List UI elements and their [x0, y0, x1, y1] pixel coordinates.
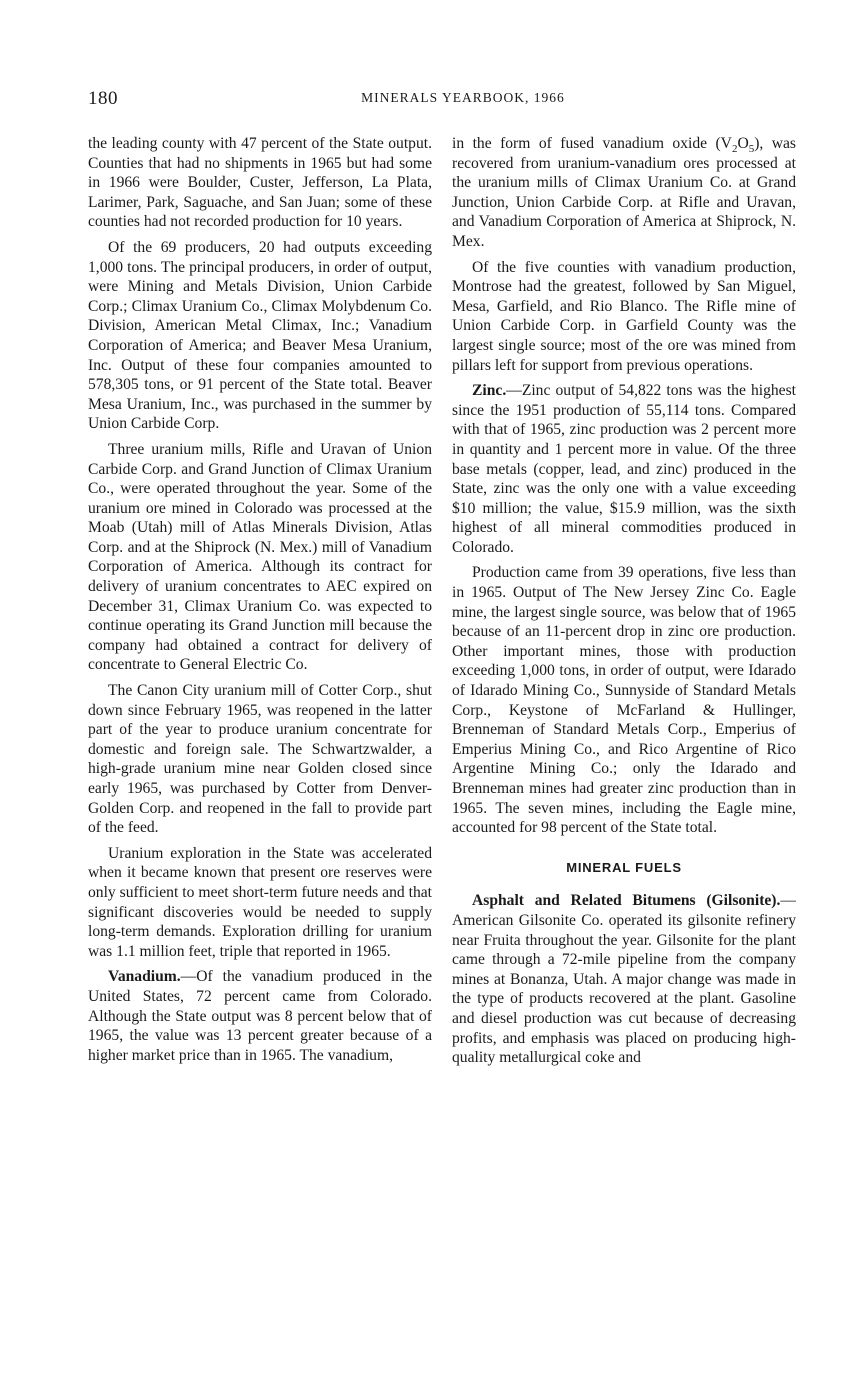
- text-span: ), was recovered from uranium-vanadium ores processed at the uranium mills of Climax Uranium Co. at Grand Junction, Union Carbide Corp. at Rifle and Uravan, and Vanadium Corporation of America at Shiprock, N. Mex.: [452, 135, 797, 250]
- zinc-heading: Zinc.: [472, 382, 507, 400]
- paragraph-uranium-mills: Three uranium mills, Rifle and Uravan of Union Carbide Corp. and Grand Junction of Climax Uranium Co., were operated throughout the year. Some of the uranium ore mined in Colorado was processed at the Moab (Utah) mill of Atlas Minerals Division, Atlas Corp. and at the Shiprock (N. Mex.) mill of Vanadium Corporation of America. Although its contract for delivery of uranium concentrates to AEC expired on December 31, Climax Uranium Co. was expected to continue operating its Grand Junction mill because the company had obtained a contract for delivery of concentrate to General Electric Co.: [88, 440, 432, 674]
- text-span: O: [737, 135, 749, 152]
- paragraph-asphalt: [452, 891, 796, 1067]
- paragraph-uranium-exploration: Uranium exploration in the State was accelerated when it became known that present ore reserves were only sufficient to meet short-term future needs and that significant discoveries would be needed to supply long-term demands. Exploration drilling for uranium was 1.1 million feet, triple that reported in 1965.: [88, 844, 432, 960]
- section-heading-mineral-fuels: MINERAL FUELS: [566, 859, 682, 875]
- subscript: 5: [748, 143, 755, 156]
- right-column: [452, 134, 796, 1074]
- running-title: MINERALS YEARBOOK, 1966: [361, 90, 565, 105]
- paragraph-vanadium: [88, 967, 432, 1065]
- paragraph-producers: Of the 69 producers, 20 had outputs exceeding 1,000 tons. The principal producers, in order of output, were Mining and Metals Division, Union Carbide Corp.; Climax Uranium Co., Climax Molybdenum Co. Division, American Metal Climax, Inc.; Vanadium Corporation of America; and Beaver Mesa Uranium, Inc. Output of these four companies amounted to 578,305 tons, or 91 percent of the State total. Beaver Mesa Uranium, Inc., was purchased in the summer by Union Carbide Corp.: [88, 238, 432, 433]
- subscript: 2: [731, 143, 738, 156]
- zinc-text: —Zinc output of 54,822 tons was the highest since the 1951 production of 55,114 tons. Compared with that of 1965, zinc production was 2 percent more in quantity and 1 percent more in value. Of the three base metals (copper, lead, and zinc) produced in the State, zinc was the only one with a value exceeding $10 million; the value, $15.9 million, was the sixth highest of all mineral commodities produced in Colorado.: [452, 382, 796, 556]
- page-header: [88, 88, 798, 116]
- text-span: in the form of fused vanadium oxide (V: [452, 135, 732, 152]
- vanadium-text: —Of the vanadium produced in the United States, 72 percent came from Colorado. Although the State output was 8 percent below that of 1965, the value was 13 percent greater because of a higher market price than in 1965. The vanadium,: [88, 968, 432, 1064]
- paragraph-county-output: the leading county with 47 percent of the State output. Counties that had no shipments in 1965 but had some in 1966 were Boulder, Custer, Jefferson, La Plata, Larimer, Park, Saguache, and San Juan; some of these counties had not recorded production for 10 years.: [88, 135, 432, 231]
- asphalt-heading: Asphalt and Related Bitumens (Gilsonite).: [472, 892, 781, 910]
- vanadium-heading: Vanadium.: [108, 968, 181, 986]
- paragraph-vanadium-oxide: [452, 134, 796, 252]
- paragraph-zinc-production: Production came from 39 operations, five less than in 1965. Output of The New Jersey Zinc Co. Eagle mine, the largest single source, was below that of 1965 because of an 11-percent drop in zinc ore production. Other important mines, those with production exceeding 1,000 tons, in order of output, were Idarado of Idarado Mining Co., Sunnyside of Standard Metals Corp., Keystone of McFarland & Hullinger, Brenneman of Standard Metals Corp., Emperius of Emperius Mining Co., and Rico Argentine of Rico Argentine Mining Co.; only the Idarado and Brenneman mines had greater zinc production than in 1965. The seven mines, including the Eagle mine, accounted for 98 percent of the State total.: [452, 564, 796, 837]
- paragraph-vanadium-counties: Of the five counties with vanadium production, Montrose had the greatest, followed by San Miguel, Mesa, Garfield, and Rio Blanco. The Rifle mine of Union Carbide Corp. in Garfield County was the largest single source; most of the ore was mined from pillars left for support from previous operations.: [452, 258, 796, 374]
- left-column: [88, 134, 432, 1071]
- asphalt-text: —American Gilsonite Co. operated its gilsonite refinery near Fruita throughout the year. Gilsonite for the plant came through a 72-mile pipeline from the company mines at Bonanza, Utah. A major change was made in the type of products recovered at the plant. Gasoline and diesel production was cut because of decreasing profits, and emphasis was placed on producing high-quality metallurgical coke and: [452, 892, 796, 1067]
- paragraph-zinc: [452, 381, 796, 557]
- paragraph-canon-city-mill: The Canon City uranium mill of Cotter Corp., shut down since February 1965, was reopened in the latter part of the year to produce uranium concentrate for domestic and foreign sale. The Schwartzwalder, a high-grade uranium mine near Golden closed since early 1965, was purchased by Cotter from Denver-Golden Corp. and reopened in the fall to provide part of the feed.: [88, 682, 432, 837]
- page-number: 180: [88, 88, 118, 109]
